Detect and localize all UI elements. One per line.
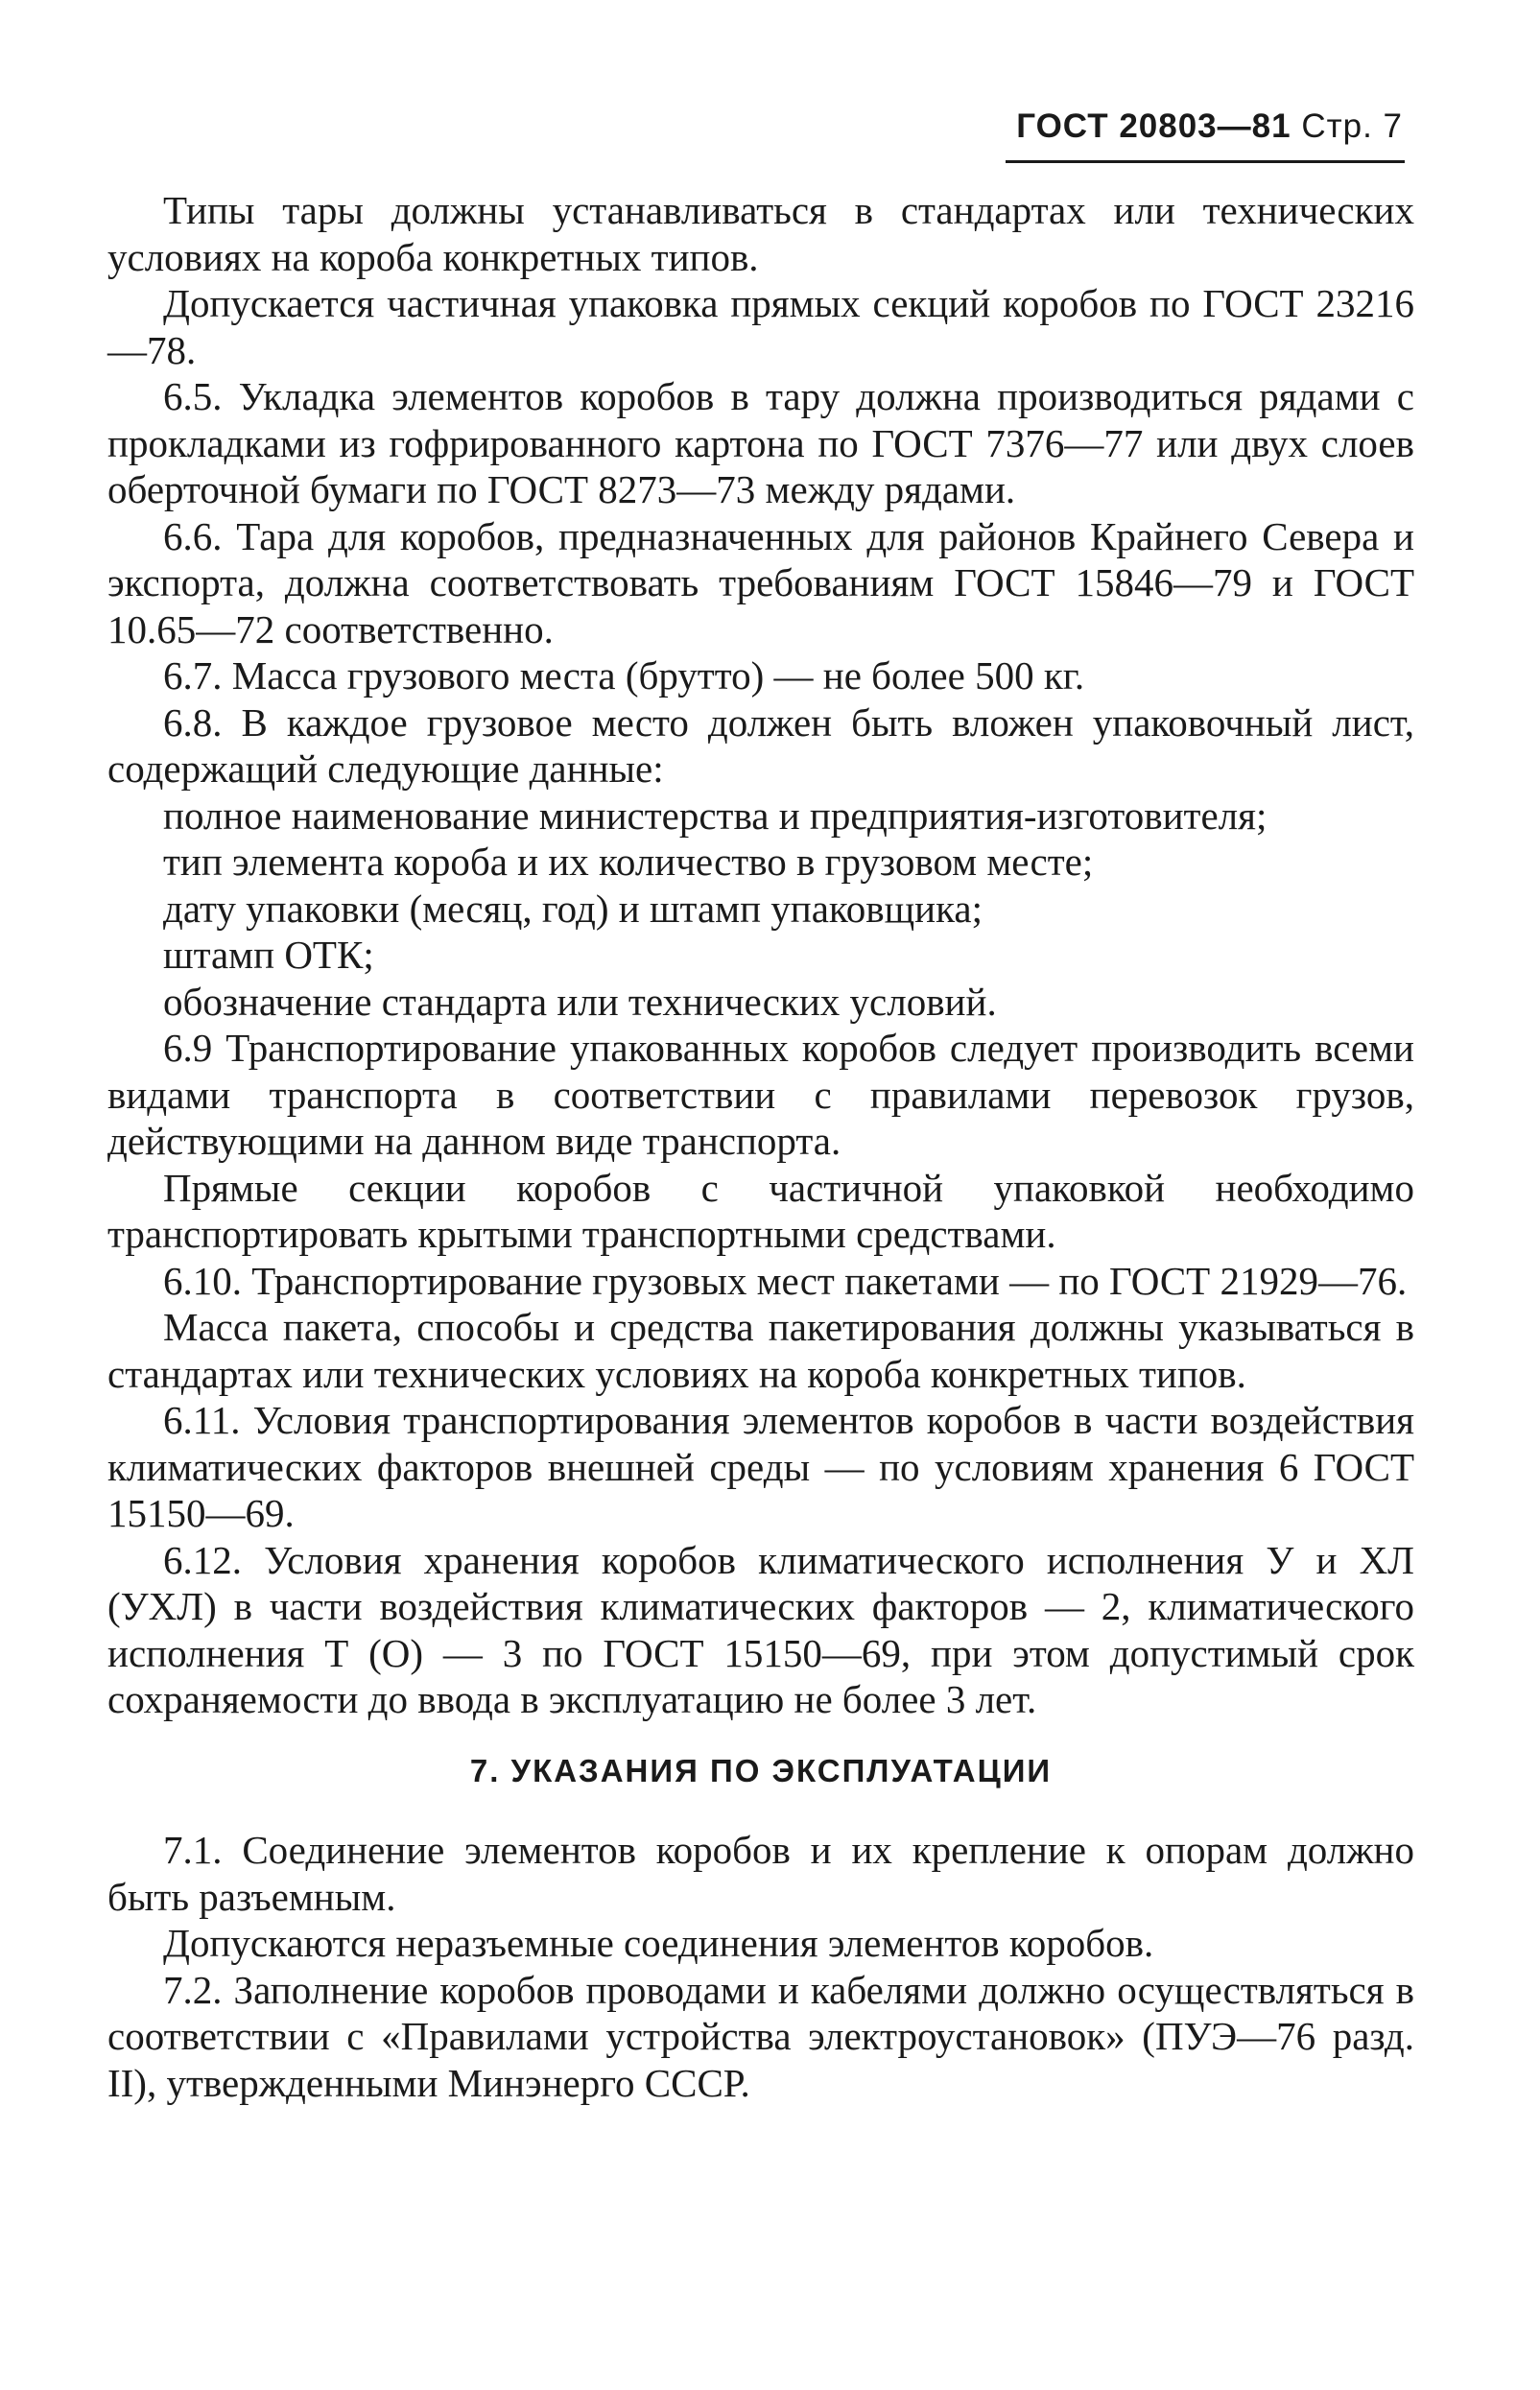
- list-item: дату упаковки (месяц, год) и штамп упаковщика;: [163, 886, 983, 931]
- paragraph: 6.12. Условия хранения коробов климатического исполнения У и ХЛ (УХЛ) в части воздействия климатических факторов — 2, климатического исполнения Т (О) — 3 по ГОСТ 15150—69, при этом допустимый срок сохраняемости до ввода в эксплуатацию не более 3 лет.: [107, 1537, 1414, 1721]
- list-item: полное наименование министерства и предприятия-изготовителя;: [163, 793, 1268, 838]
- paragraph: 7.2. Заполнение коробов проводами и кабелями должно осуществляться в соответствии с «Правилами устройства электроустановок» (ПУЭ—76 разд. II), утвержденными Минэнерго СССР.: [107, 1967, 1414, 2105]
- paragraph: 6.6. Тара для коробов, предназначенных для районов Крайнего Севера и экспорта, должна соответствовать требованиям ГОСТ 15846—79 и ГОСТ 10.65—72 соответственно.: [107, 513, 1414, 651]
- page-number: Стр. 7: [1301, 107, 1403, 145]
- list-item: тип элемента короба и их количество в грузовом месте;: [163, 840, 1094, 884]
- document-body: [107, 187, 1414, 2106]
- paragraph: 6.11. Условия транспортирования элементов коробов в части воздействия климатических факторов внешней среды — по условиям хранения 6 ГОСТ 15150—69.: [107, 1398, 1414, 1535]
- list-item: штамп ОТК;: [163, 933, 374, 977]
- paragraph: Масса пакета, способы и средства пакетирования должны указываться в стандартах или технических условиях на короба конкретных типов.: [107, 1305, 1414, 1396]
- paragraph: 6.8. В каждое грузовое место должен быть вложен упаковочный лист, содержащий следующие данные:: [107, 699, 1414, 791]
- document-number: ГОСТ 20803—81: [1016, 107, 1291, 145]
- page-header: [1007, 107, 1403, 146]
- section-heading: 7. УКАЗАНИЯ ПО ЭКСПЛУАТАЦИИ: [469, 1752, 1053, 1788]
- paragraph: 6.9 Транспортирование упакованных коробов следует производить всеми видами транспорта в соответствии с правилами перевозок грузов, действующими на данном виде транспорта.: [107, 1026, 1414, 1163]
- paragraph: 6.5. Укладка элементов коробов в тару должна производиться рядами с прокладками из гофрированного картона по ГОСТ 7376—77 или двух слоев оберточной бумаги по ГОСТ 8273—73 между рядами.: [107, 374, 1414, 511]
- paragraph: 7.1. Соединение элементов коробов и их крепление к опорам должно быть разъемным.: [107, 1828, 1414, 1919]
- paragraph: Типы тары должны устанавливаться в стандартах или технических условиях на короба конкретных типов.: [107, 188, 1414, 279]
- paragraph: Допускаются неразъемные соединения элементов коробов.: [163, 1921, 1154, 1965]
- header-rule: [1006, 160, 1405, 163]
- paragraph: Прямые секции коробов с частичной упаковкой необходимо транспортировать крытыми транспортными средствами.: [107, 1165, 1414, 1256]
- paragraph: 6.10. Транспортирование грузовых мест пакетами — по ГОСТ 21929—76.: [163, 1258, 1408, 1303]
- paragraph: 6.7. Масса грузового места (брутто) — не более 500 кг.: [163, 653, 1085, 698]
- list-item: обозначение стандарта или технических условий.: [163, 979, 997, 1024]
- paragraph: Допускается частичная упаковка прямых секций коробов по ГОСТ 23216—78.: [107, 281, 1414, 372]
